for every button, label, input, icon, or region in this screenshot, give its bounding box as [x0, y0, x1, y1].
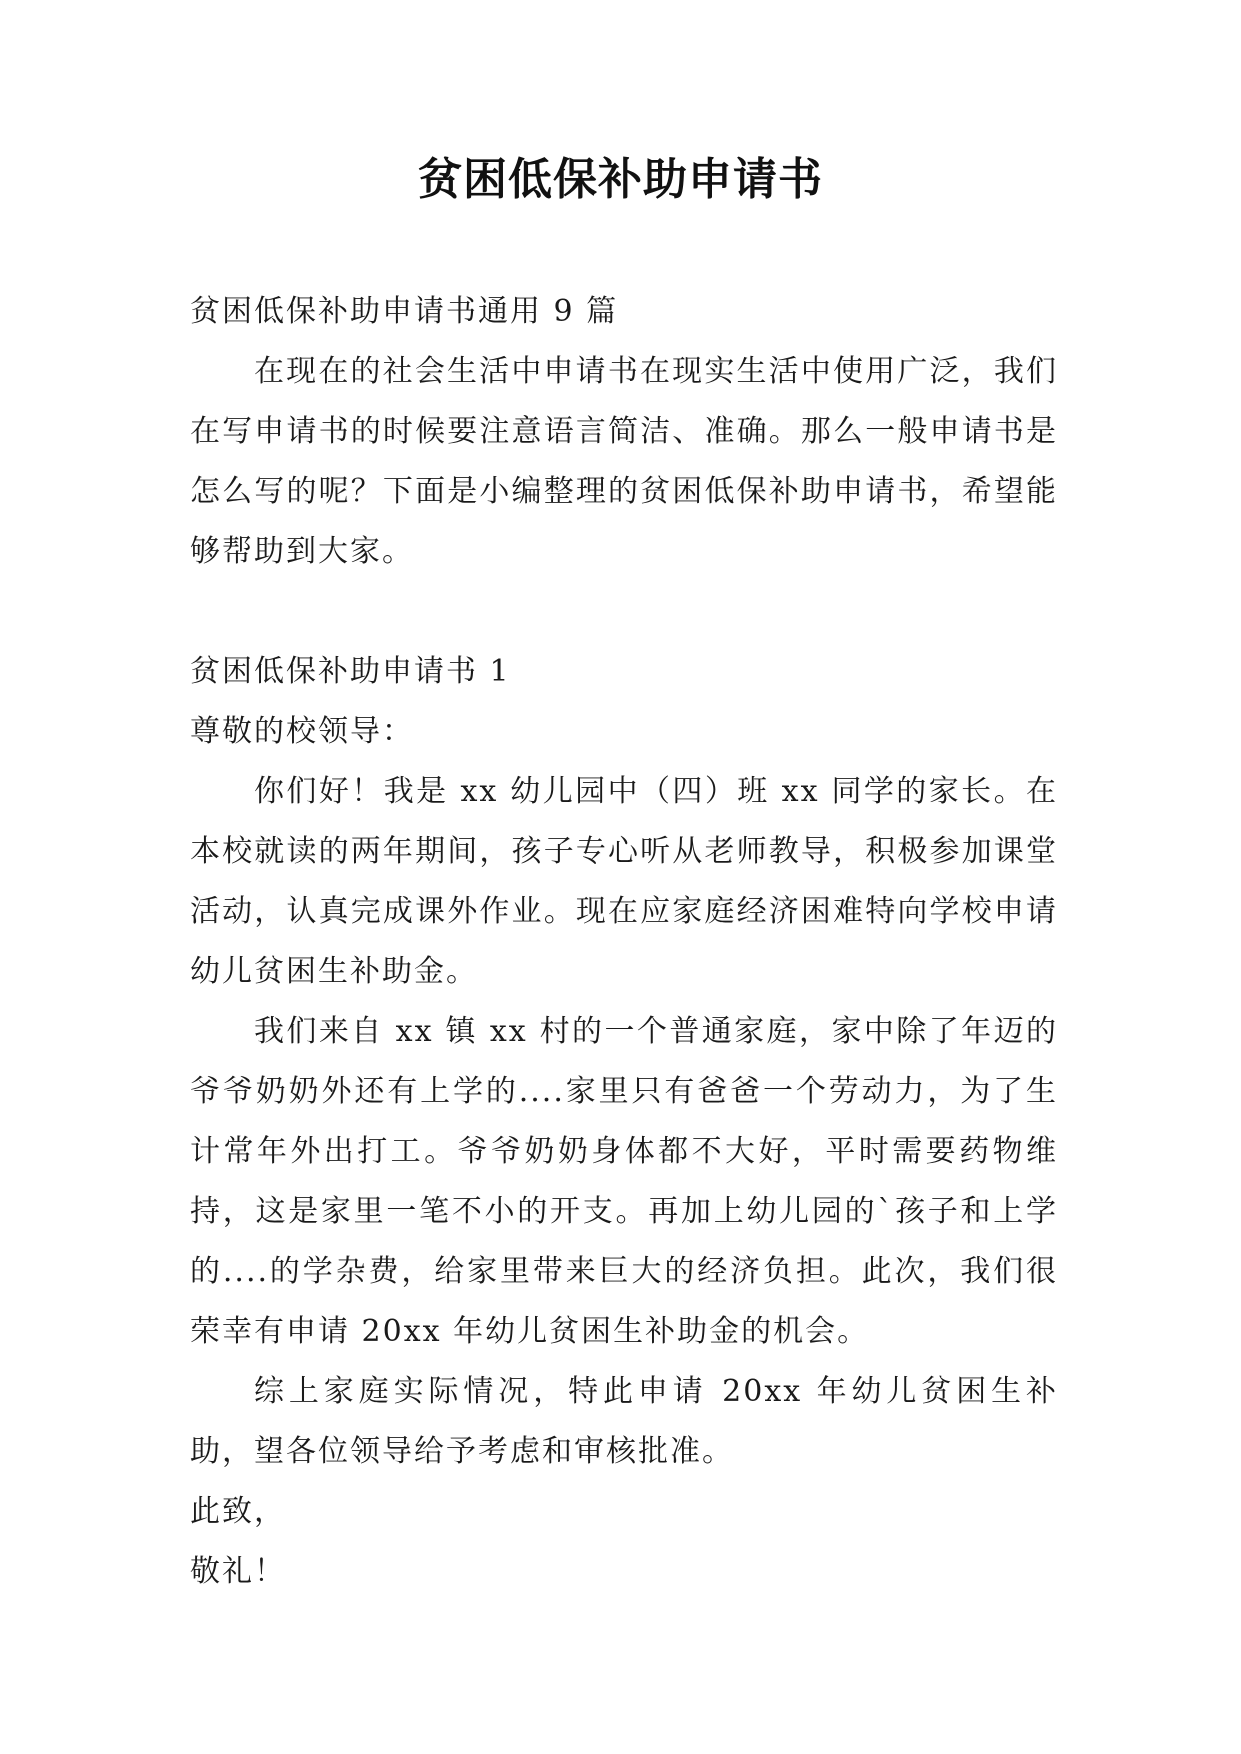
document-title: 贫困低保补助申请书	[418, 154, 823, 205]
body-paragraph: 你们好！我是 xx 幼儿园中（四）班 xx 同学的家长。在本校就读的两年期间，孩子专心听从老师教导，积极参加课堂活动，认真完成课外作业。现在应家庭经济困难特向学校申请幼儿贫困生补助金。	[190, 774, 1058, 989]
intro-paragraph: 在现在的社会生活中申请书在现实生活中使用广泛，我们在写申请书的时候要注意语言简洁、准确。那么一般申请书是怎么写的呢？下面是小编整理的贫困低保补助申请书，希望能够帮助到大家。	[190, 354, 1058, 569]
closing-line: 敬礼！	[190, 1554, 286, 1589]
closing-line: 此致，	[190, 1494, 286, 1529]
body-paragraph: 我们来自 xx 镇 xx 村的一个普通家庭，家中除了年迈的爷爷奶奶外还有上学的....家里只有爸爸一个劳动力，为了生计常年外出打工。爷爷奶奶身体都不大好，平时需要药物维持，这是家里一笔不小的开支。再加上幼儿园的`孩子和上学的....的学杂费，给家里带来巨大的经济负担。此次，我们很荣幸有申请 20xx 年幼儿贫困生补助金的机会。	[190, 1014, 1058, 1349]
section-heading: 贫困低保补助申请书 1	[190, 654, 511, 689]
body-paragraph: 综上家庭实际情况，特此申请 20xx 年幼儿贫困生补助，望各位领导给予考虑和审核批准。	[190, 1374, 1058, 1469]
paragraph-gap	[190, 582, 1058, 642]
document-subtitle: 贫困低保补助申请书通用 9 篇	[190, 294, 619, 329]
document-body	[190, 282, 1058, 1602]
salutation: 尊敬的校领导：	[190, 714, 414, 749]
